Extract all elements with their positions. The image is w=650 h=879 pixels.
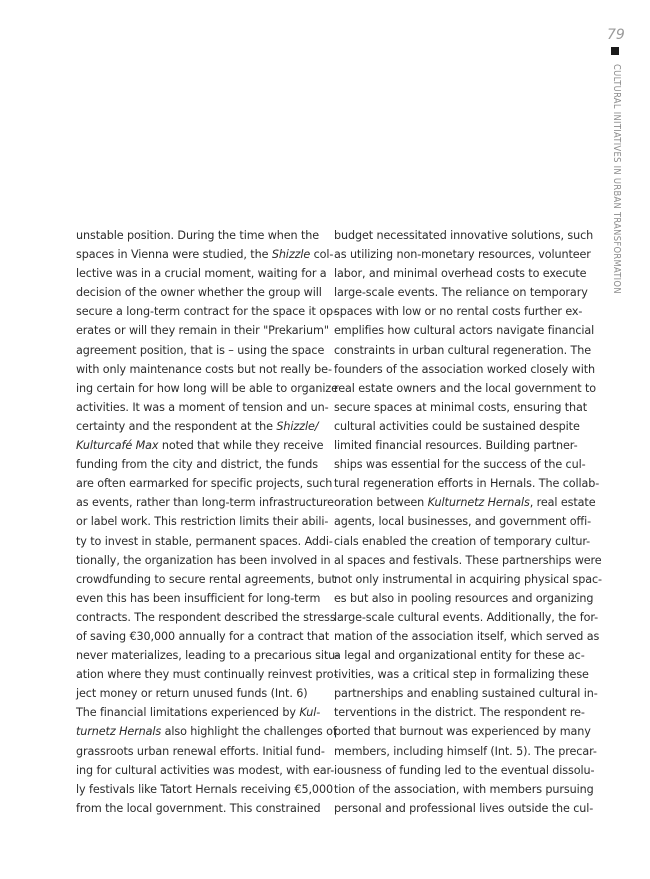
text-line: as events, rather than long-term infrastructure bbox=[76, 496, 334, 510]
text-line: or label work. This restriction limits their abili- bbox=[76, 515, 329, 529]
text-line: emplifies how cultural actors navigate financial bbox=[334, 324, 595, 338]
text-line: labor, and minimal overhead costs to execute bbox=[334, 267, 587, 281]
text-line: budget necessitated innovative solutions, such bbox=[334, 229, 594, 242]
text-line: agreement position, that is – using the space bbox=[76, 343, 325, 357]
text-line: turnetz Hernals also highlight the challenges of bbox=[76, 725, 337, 739]
text-line: personal and professional lives outside the cul- bbox=[334, 801, 594, 815]
text-line: real estate owners and the local government to bbox=[334, 381, 597, 395]
text-line: not only instrumental in acquiring physical spac- bbox=[334, 572, 602, 586]
text-line: grassroots urban renewal efforts. Initial fund- bbox=[76, 744, 325, 758]
text-line: tivities, was a critical step in formalizing these bbox=[334, 668, 589, 682]
text-line: secure spaces at minimal costs, ensuring that bbox=[334, 400, 588, 414]
text-line: tion of the association, with members pursuing bbox=[334, 782, 594, 796]
text-line: cultural activities could be sustained despite bbox=[334, 419, 580, 433]
text-line: mation of the association itself, which served as bbox=[334, 629, 600, 643]
text-line: are often earmarked for specific projects, such bbox=[76, 477, 333, 491]
text-line: funding from the city and district, the funds bbox=[76, 458, 318, 472]
text-line: spaces in Vienna were studied, the Shizzle col- bbox=[76, 248, 334, 262]
text-line: large-scale cultural events. Additionally, the for- bbox=[334, 610, 599, 624]
text-line: as utilizing non-monetary resources, volunteer bbox=[334, 248, 591, 262]
left-column bbox=[76, 226, 340, 818]
text-line: ing for cultural activities was modest, with ear- bbox=[76, 763, 335, 777]
text-line: constraints in urban cultural regeneration. The bbox=[334, 343, 592, 357]
text-line: large-scale events. The reliance on temporary bbox=[334, 286, 588, 300]
text-line: es but also in pooling resources and organizing bbox=[334, 591, 594, 605]
section-marker-square bbox=[611, 47, 619, 55]
text-line: spaces with low or no rental costs further ex- bbox=[334, 305, 583, 319]
text-line: tionally, the organization has been involved in bbox=[76, 553, 331, 567]
text-line: secure a long-term contract for the space it op- bbox=[76, 305, 337, 319]
text-line: certainty and the respondent at the Shizzle/ bbox=[76, 419, 319, 433]
text-line: ty to invest in stable, permanent spaces. Addi- bbox=[76, 534, 333, 548]
text-line: even this has been insufficient for long-term bbox=[76, 591, 321, 605]
text-line: iousness of funding led to the eventual dissolu- bbox=[334, 763, 595, 777]
text-line: ships was essential for the success of the cul- bbox=[334, 458, 586, 472]
text-line: founders of the association worked closely with bbox=[334, 362, 595, 376]
text-line: tural regeneration efforts in Hernals. The collab- bbox=[334, 477, 600, 491]
text-line: ly festivals like Tatort Hernals receiving €5,000 bbox=[76, 782, 333, 796]
text-line: The financial limitations experienced by Kul- bbox=[76, 706, 321, 720]
text-line: limited financial resources. Building partner- bbox=[334, 439, 578, 453]
text-line: terventions in the district. The respondent re- bbox=[334, 706, 585, 720]
text-line: oration between Kulturnetz Hernals, real estate bbox=[334, 496, 596, 510]
text-line: erates or will they remain in their "Prekarium" bbox=[76, 324, 329, 338]
text-line: ing certain for how long will be able to organize bbox=[76, 381, 338, 395]
text-line: a legal and organizational entity for these ac- bbox=[334, 649, 585, 663]
text-line: Kulturcafé Max noted that while they receive bbox=[76, 439, 324, 453]
text-line: of saving €30,000 annually for a contract that bbox=[76, 629, 330, 643]
running-title: CULTURAL INITIATIVES IN URBAN TRANSFORMATION bbox=[611, 64, 622, 294]
text-line: agents, local businesses, and government offi- bbox=[334, 515, 592, 529]
text-line: activities. It was a moment of tension and un- bbox=[76, 400, 329, 414]
text-line: unstable position. During the time when the bbox=[76, 229, 320, 242]
text-line: ject money or return unused funds (Int. 6) bbox=[76, 687, 308, 701]
text-line: cials enabled the creation of temporary cultur- bbox=[334, 534, 591, 548]
text-line: contracts. The respondent described the stress bbox=[76, 610, 336, 624]
text-line: never materializes, leading to a precarious situ- bbox=[76, 649, 340, 663]
text-line: with only maintenance costs but not really be- bbox=[76, 362, 332, 376]
right-column bbox=[334, 226, 602, 818]
text-line: decision of the owner whether the group will bbox=[76, 286, 322, 300]
text-line: lective was in a crucial moment, waiting for a bbox=[76, 267, 327, 281]
text-line: from the local government. This constrained bbox=[76, 801, 321, 815]
text-line: crowdfunding to secure rental agreements, but bbox=[76, 572, 336, 586]
text-line: ation where they must continually reinvest pro- bbox=[76, 668, 338, 682]
text-line: ported that burnout was experienced by many bbox=[334, 725, 591, 739]
text-line: members, including himself (Int. 5). The precar- bbox=[334, 744, 597, 758]
text-line: al spaces and festivals. These partnerships were bbox=[334, 553, 602, 567]
page-number: 79 bbox=[607, 27, 625, 43]
text-line: partnerships and enabling sustained cultural in- bbox=[334, 687, 598, 701]
